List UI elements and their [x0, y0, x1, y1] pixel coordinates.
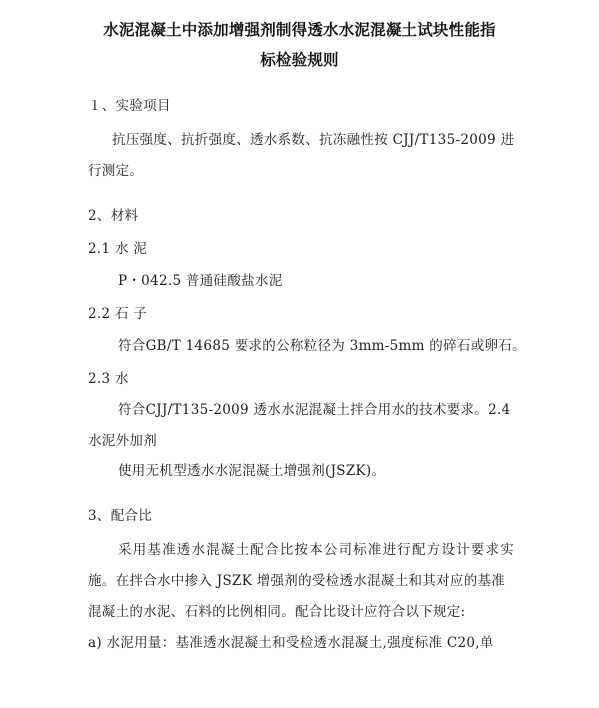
subsection-2-3-text: 符合CJJ/T135-2009 透水水泥混凝土拌合用水的技术要求。2.4 [118, 402, 511, 418]
document-title-line-1: 水泥混凝土中添加增强剂制得透水水泥混凝土试块性能指 [103, 21, 496, 39]
section-2-heading: 2、材料 [88, 208, 139, 224]
section-3-heading: 3、配合比 [88, 508, 153, 524]
section-3-paragraph-line-1: 采用基准透水混凝土配合比按本公司标准进行配方设计要求实 [118, 542, 515, 558]
subsection-2-2-heading: 2.2 石 子 [88, 306, 148, 322]
subsection-2-4-text: 使用无机型透水水泥混凝土增强剂(JSZK)。 [118, 463, 386, 479]
section-1-paragraph-line-1: 抗压强度、抗折强度、透水系数、抗冻融性按 CJJ/T135-2009 进 [112, 132, 515, 148]
subsection-2-1-heading: 2.1 水 泥 [88, 241, 148, 257]
subsection-2-3-heading: 2.3 水 [88, 371, 129, 387]
subsection-2-2-text: 符合GB/T 14685 要求的公称粒径为 3mm-5mm 的碎石或卵石。 [118, 338, 526, 354]
document-title-line-2: 标检验规则 [260, 51, 339, 69]
section-1-heading: １、实验项目 [88, 98, 171, 114]
section-3-paragraph-line-3: 混凝土的水泥、石料的比例相同。配合比设计应符合以下规定: [88, 604, 466, 620]
section-3-paragraph-line-2: 施。在拌合水中掺入 JSZK 增强剂的受检透水混凝土和其对应的基准 [88, 573, 506, 589]
subsection-2-4-heading: 水泥外加剂 [88, 433, 157, 449]
subsection-2-1-text: P・042.5 普通硅酸盐水泥 [118, 273, 283, 289]
section-1-paragraph-line-2: 行测定。 [88, 163, 144, 179]
section-3-item-a: a) 水泥用量：基准透水混凝土和受检透水混凝土,强度标准 C20,单 [88, 635, 494, 651]
